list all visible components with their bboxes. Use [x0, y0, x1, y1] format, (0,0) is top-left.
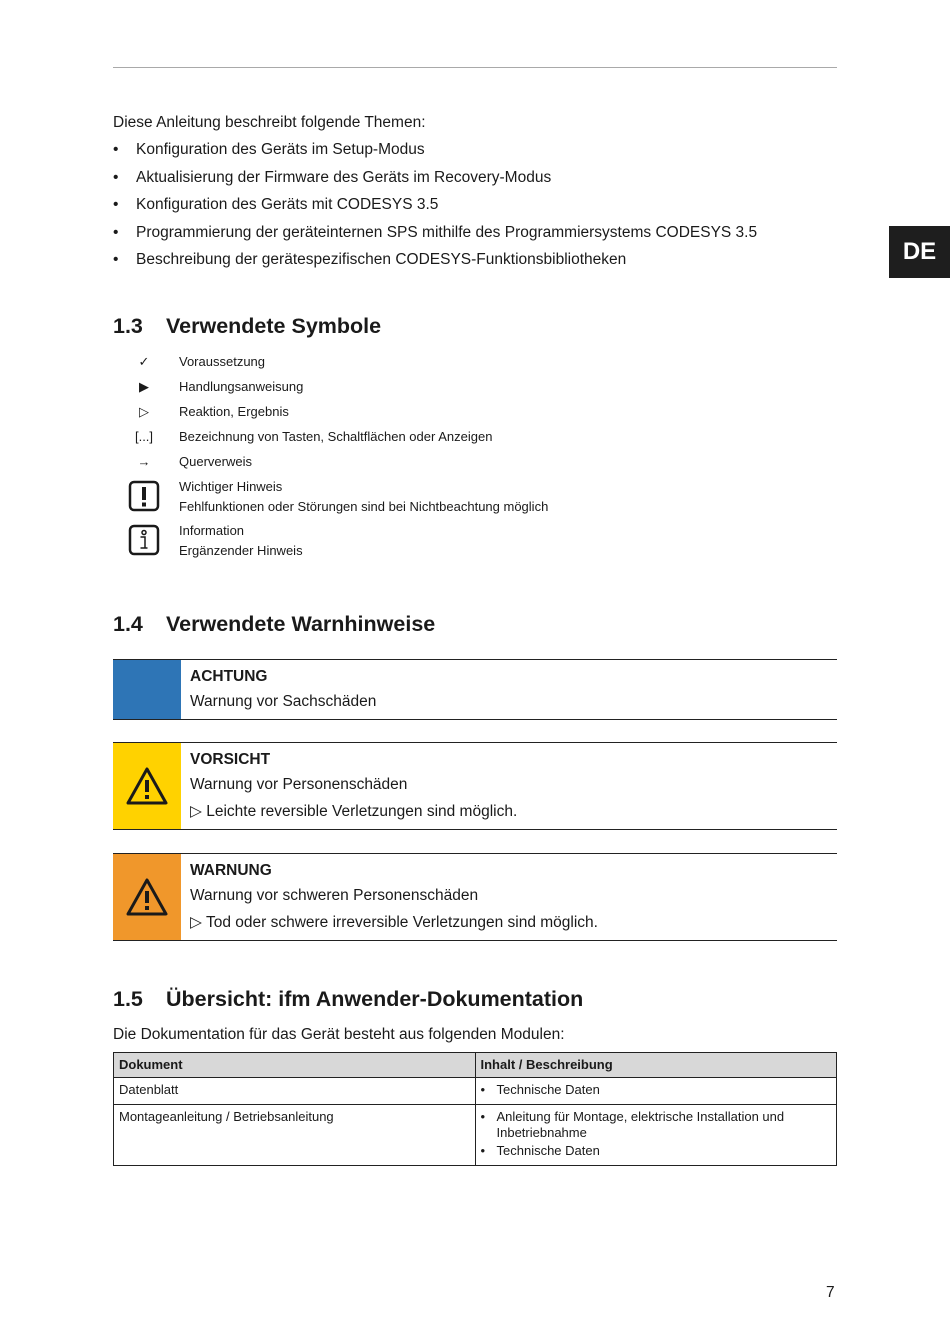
symbol-row [113, 352, 837, 377]
warning-result-text: Tod oder schwere irreversible Verletzungen sind möglich. [205, 914, 598, 931]
docs-lead: Die Dokumentation für das Gerät besteht aus folgenden Modulen: [113, 1026, 565, 1043]
symbol-row [113, 452, 837, 477]
warning-body [190, 660, 837, 715]
section-heading-symbols [113, 313, 381, 339]
table-cell: Datenblatt [114, 1078, 476, 1105]
outline-triangle-icon: ▷ [190, 803, 202, 820]
symbol-row [113, 521, 837, 565]
list-item: • Anleitung für Montage, elektrische Installation und Inbetriebnahme [481, 1109, 832, 1141]
section-number: 1.4 [113, 612, 143, 636]
arrow-right-icon: → [137, 454, 151, 469]
page-number: 7 [826, 1284, 835, 1301]
warning-warnung [113, 853, 837, 941]
list-item: • Konfiguration des Geräts mit CODESYS 3.5 [113, 194, 837, 215]
intro-block [113, 112, 837, 277]
list-item: • Technische Daten [481, 1082, 832, 1098]
warning-achtung [113, 659, 837, 720]
list-item: • Programmierung der geräteinternen SPS mithilfe des Programmiersystems CODESYS 3.5 [113, 222, 837, 243]
warning-body [190, 743, 837, 825]
list-item: • Konfiguration des Geräts im Setup-Modus [113, 139, 837, 160]
warning-color-block [113, 854, 181, 940]
cell-list [481, 1082, 832, 1098]
documentation-table [113, 1052, 837, 1166]
section-heading-docs [113, 986, 583, 1012]
cell-list [481, 1109, 832, 1159]
symbol-row [113, 427, 837, 452]
symbol-label: Voraussetzung [179, 354, 266, 369]
warning-text: Warnung vor schweren Personenschäden [190, 887, 479, 904]
intro-list [113, 139, 837, 270]
section-heading-warnings [113, 611, 435, 637]
warning-title: ACHTUNG [190, 668, 268, 685]
warning-body [190, 854, 837, 936]
symbol-label: Reaktion, Ergebnis [179, 404, 289, 419]
warning-title: VORSICHT [190, 751, 271, 768]
filled-triangle-icon: ▶ [139, 379, 149, 394]
warning-text: Warnung vor Sachschäden [190, 693, 377, 710]
warning-text: Warnung vor Personenschäden [190, 776, 408, 793]
list-item: • Aktualisierung der Firmware des Geräts im Recovery-Modus [113, 167, 837, 188]
symbol-label: Information [179, 523, 245, 538]
outline-triangle-icon: ▷ [139, 404, 149, 419]
symbol-description: Fehlfunktionen oder Störungen sind bei Nichtbeachtung möglich [179, 498, 549, 514]
check-icon: ✓ [138, 354, 150, 369]
symbol-label: Wichtiger Hinweis [179, 479, 283, 494]
info-box-icon [113, 524, 175, 562]
warning-color-block [113, 660, 181, 719]
warning-vorsicht [113, 742, 837, 830]
column-header: Inhalt / Beschreibung [475, 1053, 837, 1078]
section-title: Verwendete Symbole [166, 314, 382, 338]
symbol-list [113, 352, 837, 565]
exclamation-box-icon [113, 480, 175, 518]
list-item: • Technische Daten [481, 1143, 832, 1159]
warning-color-block [113, 743, 181, 829]
table-cell [475, 1078, 837, 1105]
table-header-row [114, 1053, 837, 1078]
header-rule [113, 67, 837, 68]
section-number: 1.3 [113, 314, 143, 338]
warning-result [190, 909, 837, 936]
warning-result [190, 798, 837, 825]
table-cell: Montageanleitung / Betriebsanleitung [114, 1105, 476, 1166]
brackets-icon: [...] [134, 429, 154, 444]
warning-result-text: Leichte reversible Verletzungen sind möglich. [206, 803, 518, 820]
column-header: Dokument [114, 1053, 476, 1078]
table-row [114, 1078, 837, 1105]
symbol-row [113, 402, 837, 427]
list-item: • Beschreibung der gerätespezifischen CODESYS-Funktionsbibliotheken [113, 249, 837, 270]
warning-triangle-icon [125, 877, 169, 917]
table-row [114, 1105, 837, 1166]
warning-title: WARNUNG [190, 862, 272, 879]
outline-triangle-icon: ▷ [190, 914, 202, 931]
symbol-description: Ergänzender Hinweis [179, 542, 303, 558]
symbol-row [113, 477, 837, 521]
symbol-label: Querverweis [179, 454, 252, 469]
language-tab: DE [889, 226, 950, 278]
symbol-label: Bezeichnung von Tasten, Schaltflächen oder Anzeigen [179, 429, 493, 444]
intro-lead: Diese Anleitung beschreibt folgende Themen: [113, 114, 426, 131]
symbol-label: Handlungsanweisung [179, 379, 304, 394]
section-title: Verwendete Warnhinweise [166, 612, 436, 636]
symbol-row [113, 377, 837, 402]
section-title: Übersicht: ifm Anwender-Dokumentation [166, 987, 584, 1011]
warning-triangle-icon [125, 766, 169, 806]
table-cell [475, 1105, 837, 1166]
section-number: 1.5 [113, 987, 143, 1011]
